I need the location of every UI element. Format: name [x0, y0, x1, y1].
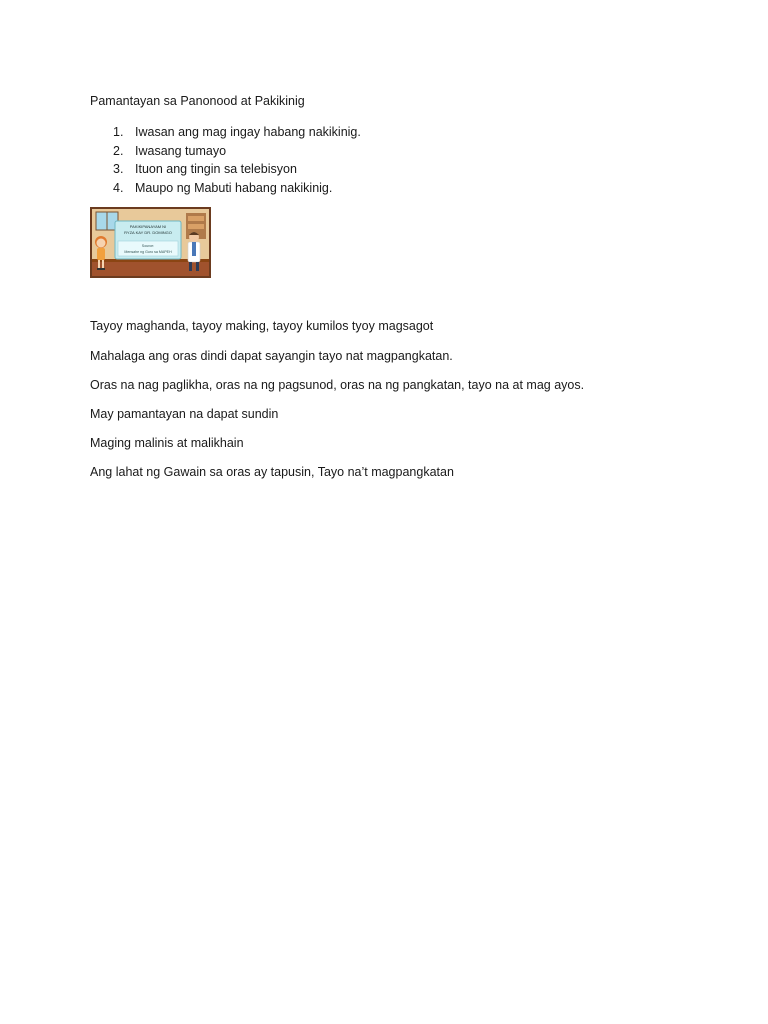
rule-number: 2. — [113, 143, 124, 158]
image-caption-line2: RYZA KAY DR. DOMINGO — [124, 230, 172, 235]
rule-text: Ituon ang tingin sa telebisyon — [135, 162, 297, 177]
rule-number: 1. — [113, 125, 124, 139]
lyric-line: Maging malinis at malikhain — [90, 436, 244, 450]
video-still-illustration — [90, 207, 211, 278]
lyric-line: Ang lahat ng Gawain sa oras ay tapusin, Tayo na’t magpangkatan — [90, 465, 454, 479]
rule-item — [90, 179, 361, 198]
rule-number: 3. — [113, 162, 124, 177]
image-caption-line1: PAKIKIPANAYAM NI — [129, 224, 167, 229]
lyric-line: May pamantayan na dapat sundin — [90, 407, 279, 421]
rule-item — [90, 123, 361, 142]
video-still-image — [90, 207, 211, 278]
lyric-line: Tayoy maghanda, tayoy making, tayoy kumilos tyoy magsagot — [90, 319, 434, 333]
document-heading: Pamantayan sa Panonood at Pakikinig — [90, 94, 305, 108]
lyric-line: Oras na nag paglikha, oras na ng pagsunod, oras na ng pangkatan, tayo na at mag ayos. — [90, 378, 585, 392]
rule-item — [90, 142, 361, 161]
rule-text: Iwasang tumayo — [135, 143, 227, 158]
rule-text: Maupo ng Mabuti habang nakikinig. — [135, 180, 333, 195]
image-source-text: Mensahe ng Guro sa MAPEH — [124, 250, 172, 254]
rules-list — [90, 123, 361, 197]
rule-number: 4. — [113, 180, 124, 195]
rule-text: Iwasan ang mag ingay habang nakikinig. — [135, 125, 361, 139]
lyric-line: Mahalaga ang oras dindi dapat sayangin tayo nat magpangkatan. — [90, 349, 453, 363]
image-source-label: Source: — [141, 244, 155, 248]
rule-item — [90, 160, 361, 179]
